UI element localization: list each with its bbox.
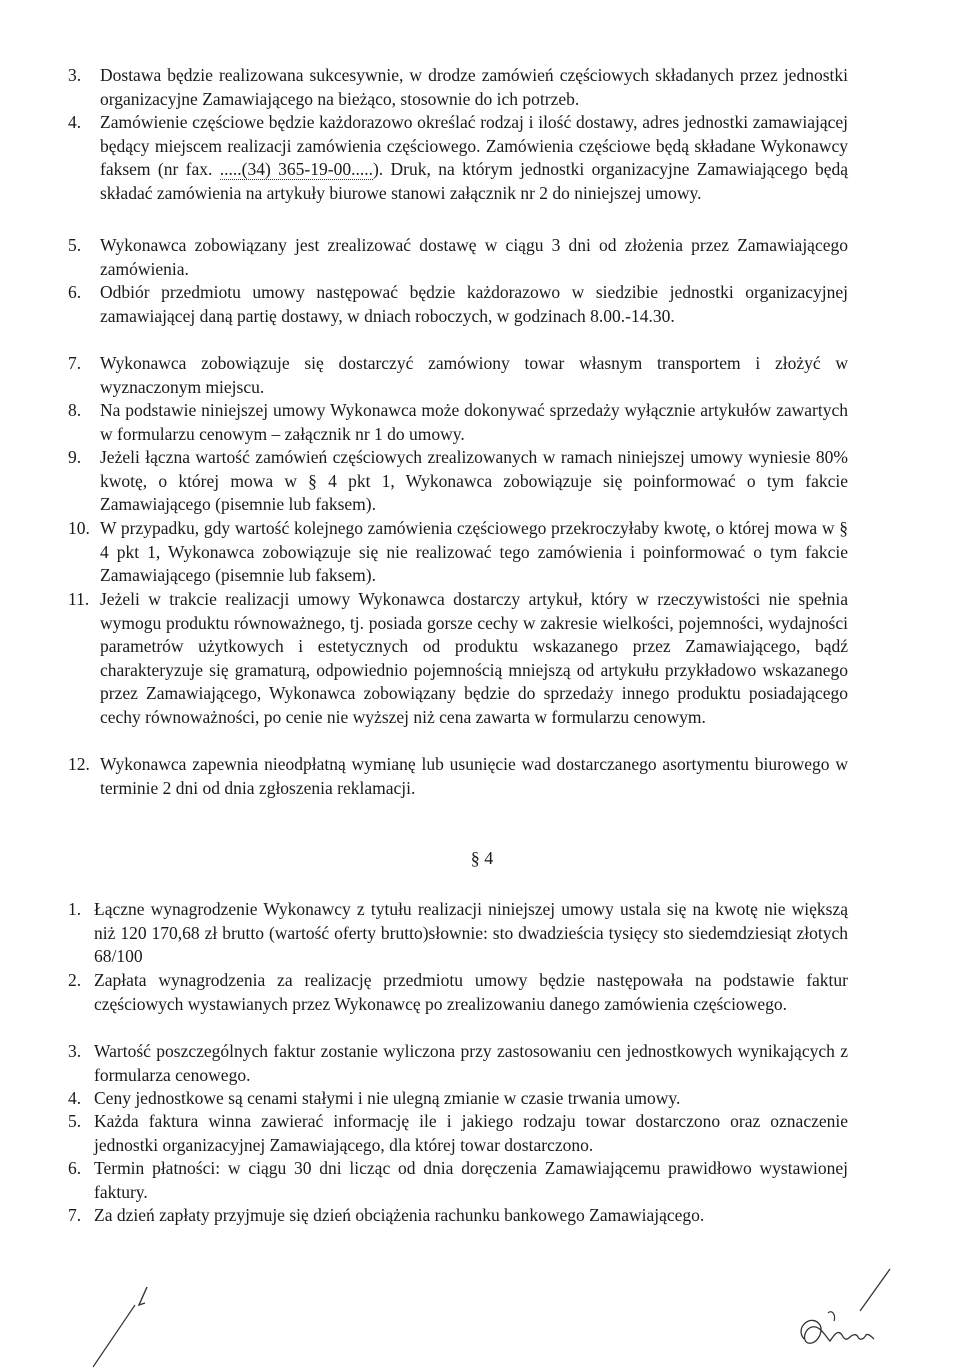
clause-number: 6. [68, 282, 82, 302]
clause-3 [68, 64, 848, 111]
clause-12 [68, 753, 848, 800]
paraph-signature-left [85, 1275, 165, 1370]
clause-text: Wykonawca zobowiązany jest zrealizować dostawę w ciągu 3 dni od złożenia przez Zamawiającego zamówienia. [100, 235, 848, 279]
clause-number: 10. [68, 518, 90, 538]
clause-number: 4. [68, 1088, 82, 1108]
s4-clause-5 [68, 1110, 848, 1157]
clause-text-part2: ). Druk, na którym jednostki organizacyjne Zamawiającego będą składać zamówienia na artykuły biurowe stanowi załącznik nr 2 do niniejszej umowy. [100, 159, 848, 203]
clause-text: Jeżeli w trakcie realizacji umowy Wykonawca dostarczy artykuł, który w rzeczywistości nie spełnia wymogu produktu równoważnego, tj. posiada gorsze cechy w zakresie wielkości, pojemności, wydajności parametrów użytkowych i estetycznych od produktu wskazanego przez Zamawiającego, bądź charakteryzuje się gramaturą, odpowiednio pojemnością mniejszą od artykułu przykładowo wskazanego przez Zamawiającego, Wykonawca zobowiązany będzie do sprzedaży innego produktu posiadającego cechy równoważności, po cenie nie wyższej niż cena zawarta w formularzu cenowym. [100, 589, 848, 727]
section-heading [0, 848, 960, 869]
clause-number: 6. [68, 1158, 82, 1178]
clause-6 [68, 281, 848, 328]
clause-text: Odbiór przedmiotu umowy następować będzie każdorazowo w siedzibie jednostki organizacyjnej zamawiającej daną partię dostawy, w dniach roboczych, w godzinach 8.00.-14.30. [100, 282, 848, 326]
clause-number: 7. [68, 353, 82, 373]
clause-text: Wartość poszczególnych faktur zostanie wyliczona przy zastosowaniu cen jednostkowych wynikających z formularza cenowego. [94, 1041, 848, 1085]
clause-text: Ceny jednostkowe są cenami stałymi i nie ulegną zmianie w czasie trwania umowy. [94, 1088, 681, 1108]
clause-number: 3. [68, 65, 82, 85]
clause-number: 5. [68, 235, 82, 255]
clause-number: 1. [68, 899, 82, 919]
clause-text: Jeżeli łączna wartość zamówień częściowych zrealizowanych w ramach niniejszej umowy wyniesie 80% kwotę, o której mowa w § 4 pkt 1, Wykonawca zobowiązuje się poinformować o tym fakcie Zamawiającego (pisemnie lub faksem). [100, 447, 848, 514]
s4-clause-6 [68, 1157, 848, 1204]
clause-11 [68, 588, 848, 729]
clause-text: Na podstawie niniejszej umowy Wykonawca może dokonywać sprzedaży wyłącznie artykułów zawartych w formularzu cenowym – załącznik nr 1 do umowy. [100, 400, 848, 444]
fax-number-fill: .....(34) 365-19-00..... [219, 159, 373, 179]
clause-9 [68, 446, 848, 517]
clause-number: 3. [68, 1041, 82, 1061]
s4-clause-3 [68, 1040, 848, 1087]
clause-number: 12. [68, 754, 90, 774]
clause-text: Wykonawca zapewnia nieodpłatną wymianę lub usunięcie wad dostarczanego asortymentu biurowego w terminie 2 dni od dnia zgłoszenia reklamacji. [100, 754, 848, 798]
clause-number: 2. [68, 970, 82, 990]
clause-text: W przypadku, gdy wartość kolejnego zamówienia częściowego przekroczyłaby kwotę, o której mowa w § 4 pkt 1, Wykonawca zobowiązuje się nie realizować tego zamówienia i poinformować o tym fakcie Zamawiającego (pisemnie lub faksem). [100, 518, 848, 585]
section-title: § 4 [470, 848, 494, 868]
clause-text: Za dzień zapłaty przyjmuje się dzień obciążenia rachunku bankowego Zamawiającego. [94, 1205, 705, 1225]
s4-clause-4 [68, 1087, 848, 1111]
clause-text: Wykonawca zobowiązuje się dostarczyć zamówiony towar własnym transportem i złożyć w wyznaczonym miejscu. [100, 353, 848, 397]
clause-number: 9. [68, 447, 82, 467]
clause-number: 8. [68, 400, 82, 420]
clause-text: Zapłata wynagrodzenia za realizację przedmiotu umowy będzie następowała na podstawie faktur częściowych wystawianych przez Wykonawcę po zrealizowaniu danego zamówienia częściowego. [94, 970, 848, 1014]
clause-10 [68, 517, 848, 588]
clause-number: 4. [68, 112, 82, 132]
clause-text: Dostawa będzie realizowana sukcesywnie, w drodze zamówień częściowych składanych przez jednostki organizacyjne Zamawiającego na bieżąco, stosownie do ich potrzeb. [100, 65, 848, 109]
clause-8 [68, 399, 848, 446]
signature-right [790, 1265, 900, 1365]
clause-7 [68, 352, 848, 399]
clause-text: Termin płatności: w ciągu 30 dni licząc od dnia doręczenia Zamawiającemu prawidłowo wystawionej faktury. [94, 1158, 848, 1202]
clause-text: Każda faktura winna zawierać informację ile i jakiego rodzaju towar dostarczono oraz oznaczenie jednostki organizacyjnej Zamawiającego, dla której towar dostarczono. [94, 1111, 848, 1155]
s4-clause-7 [68, 1204, 848, 1228]
s4-clause-1 [68, 898, 848, 969]
clause-4 [68, 111, 848, 205]
clause-5 [68, 234, 848, 281]
clause-text [100, 111, 848, 205]
clause-number: 5. [68, 1111, 82, 1131]
clause-number: 7. [68, 1205, 82, 1225]
clause-text-part1: Zamówienie częściowe będzie każdorazowo określać rodzaj i ilość dostawy, adres jednostki zamawiającej będący miejscem realizacji zamówienia częściowego. Zamówienia częściowe będą składane Wykonawcy faksem (nr fax. [100, 112, 848, 179]
clause-text: Łączne wynagrodzenie Wykonawcy z tytułu realizacji niniejszej umowy ustala się na kwotę nie większą niż 120 170,68 zł brutto (wartość oferty brutto)słownie: sto dwadzieścia tysięcy sto siedemdziesiąt złotych 68/100 [94, 899, 848, 966]
s4-clause-2 [68, 969, 848, 1016]
clause-number: 11. [68, 589, 90, 609]
